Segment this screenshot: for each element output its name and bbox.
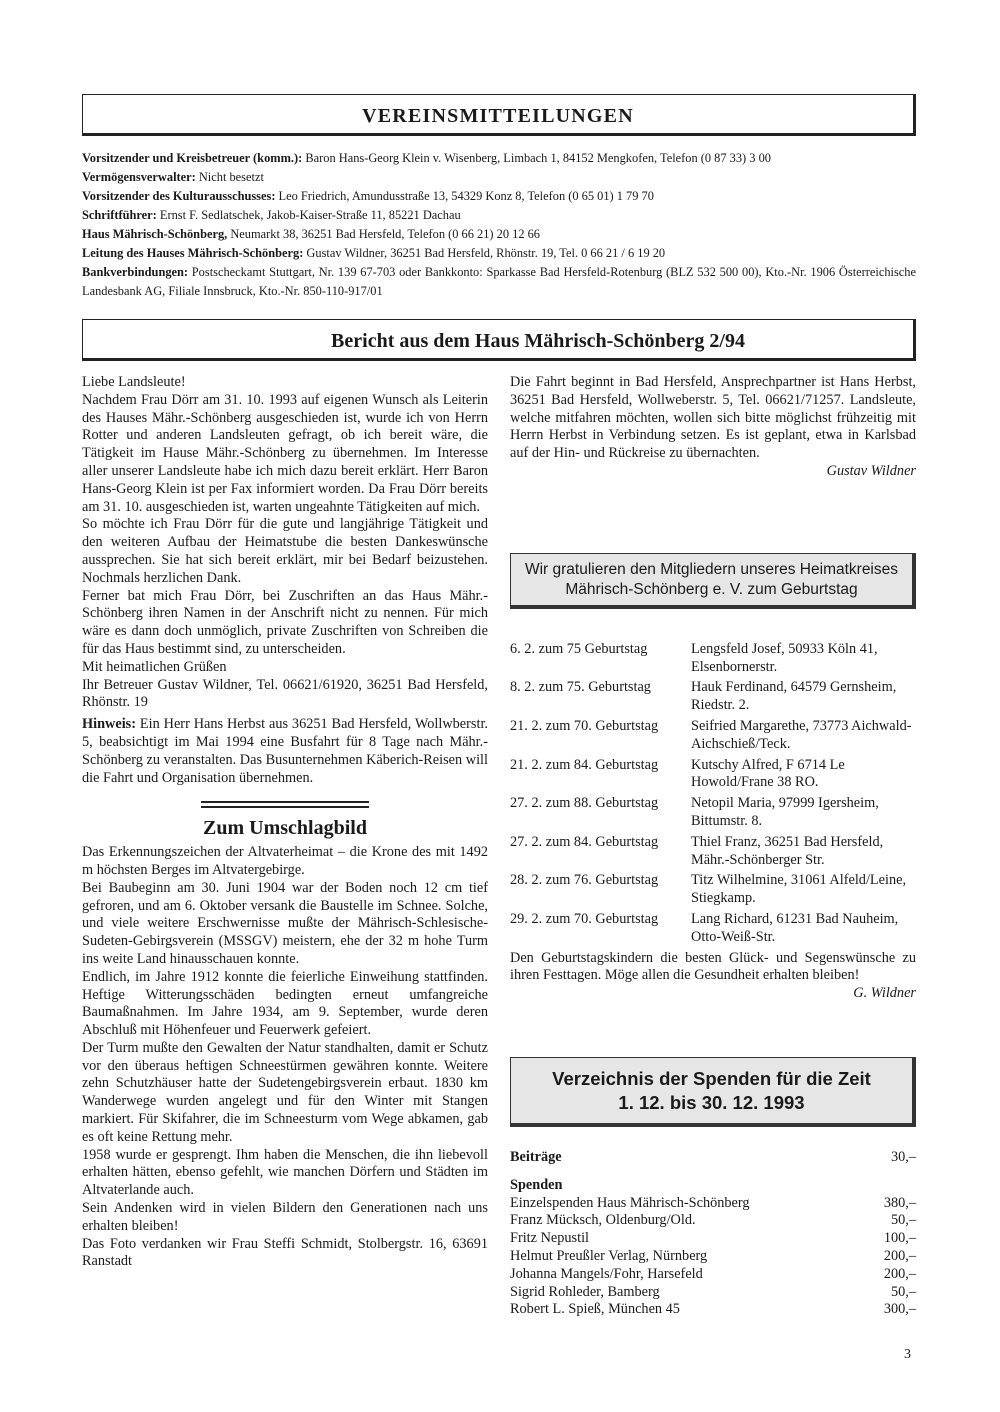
bericht-paragraph: So möchte ich Frau Dörr für die gute und langjährige Tätigkeit und den weiteren Aufbau der Heimatstube die besten Dankeswünsche aussprechen. Sie hat sich bereit erklärt, mir bei Bedarf beizustehen. Nochmals herzlichen Dank. — [82, 516, 488, 586]
donation-row — [510, 1212, 916, 1230]
birthday-entry — [510, 718, 916, 754]
donor-name: Franz Mücksch, Oldenburg/Old. — [510, 1212, 696, 1229]
donation-row — [510, 1248, 916, 1266]
bericht-paragraph: Ferner bat mich Frau Dörr, bei Zuschriften an das Haus Mähr.-Schönberg ihren Namen in der Anschrift nicht zu nennen. Für mich wäre es dann doch unmöglich, private Zuschriften von Schreiben die für das Haus bestimmt sind, zu unterscheiden. — [82, 587, 488, 657]
donation-row — [510, 1230, 916, 1248]
donation-amount: 200,– — [883, 1247, 916, 1264]
birthday-date: 21. 2. zum 84. Geburtstag — [510, 756, 659, 773]
bericht-title: Bericht aus dem Haus Mährisch-Schönberg 2/94 — [331, 330, 745, 352]
birthday-closing: Den Geburtstagskindern die besten Glück- und Segenswünsche zu ihren Festtagen. Möge allen die Gesundheit erhalten bleiben! — [510, 949, 916, 984]
contact-label: Bankverbindungen: — [82, 265, 189, 279]
beitraege-amount: 30,– — [890, 1148, 916, 1165]
donation-amount: 100,– — [883, 1230, 916, 1247]
birthday-entry — [510, 872, 916, 908]
birthday-list — [510, 641, 916, 947]
birthday-entry — [510, 911, 916, 947]
hinweis-text: Ein Herr Hans Herbst aus 36251 Bad Hersfeld, Wollwberstr. 5, beabsichtigt im Mai 1994 eine Busfahrt für 8 Tage nach Mähr.-Schönberg zu veranstalten. Das Busunternehmen Käberich-Reisen will die Fahrt und Organisation übernehmen. — [82, 716, 488, 786]
contact-row-bank — [82, 263, 916, 301]
contact-text: Postscheckamt Stuttgart, Nr. 139 67-703 oder Bankkonto: Sparkasse Bad Hersfeld-Rotenburg (BLZ 532 500 00), Kto.-Nr. 1906 Österreichische Landesbank AG, Filiale Innsbruck, Kto.-Nr. 850-110-917/01 — [82, 265, 916, 298]
hinweis-paragraph — [82, 716, 488, 787]
contact-row — [82, 225, 916, 244]
umschlag-paragraph: 1958 wurde er gesprengt. Ihm haben die Menschen, die ihn liebevoll erhalten hätten, ebenso gefehlt, wie manchen Dörfern und Städten im Altvaterlande auch. — [82, 1146, 488, 1199]
donation-amount: 50,– — [890, 1212, 916, 1229]
contact-text: Neumarkt 38, 36251 Bad Hersfeld, Telefon (0 66 21) 20 12 66 — [227, 227, 541, 241]
page-number: 3 — [904, 1347, 911, 1362]
birthday-entry — [510, 834, 916, 870]
donation-amount: 200,– — [883, 1265, 916, 1282]
birthday-name: Seifried Margarethe, 73773 Aichwald-Aichschieß/Teck. — [691, 717, 912, 752]
spenden-title-line2: 1. 12. bis 30. 12. 1993 — [618, 1091, 805, 1113]
umschlag-title: Zum Umschlagbild — [203, 817, 367, 840]
double-rule-divider — [201, 801, 369, 808]
birthday-date: 28. 2. zum 76. Geburtstag — [510, 872, 659, 889]
contact-text: Gustav Wildner, 36251 Bad Hersfeld, Rhönstr. 19, Tel. 0 66 21 / 6 19 20 — [303, 246, 666, 260]
birthday-name: Thiel Franz, 36251 Bad Hersfeld, Mähr.-Schönberger Str. — [691, 833, 884, 868]
bericht-right-paragraph: Die Fahrt beginnt in Bad Hersfeld, Ansprechpartner ist Hans Herbst, 36251 Bad Hersfeld, Wollweberstr. 5, Tel. 06621/71257. Landsleute, welche mitfahren möchten, wollen sich bitte möglichst frühzeitig mit Herrn Herbst in Verbindung setzen. Es ist geplant, etwa in Karlsbad auf der Hin- und Rückreise zu übernachten. — [510, 374, 916, 462]
bericht-header — [82, 319, 916, 361]
donor-name: Fritz Nepustil — [510, 1230, 590, 1247]
umschlag-paragraph: Das Erkennungszeichen der Altvaterheimat – die Krone des mit 1492 m höchsten Berges im Altvatergebirge. — [82, 844, 488, 878]
donation-amount: 50,– — [890, 1283, 916, 1300]
contact-row — [82, 149, 916, 168]
vereinsmitteilungen-title: VEREINSMITTEILUNGEN — [362, 105, 634, 127]
vereinsmitteilungen-header — [82, 94, 916, 136]
birthday-date: 27. 2. zum 84. Geburtstag — [510, 833, 659, 850]
donation-row — [510, 1284, 916, 1302]
spenden-header — [510, 1057, 916, 1127]
birthday-date: 29. 2. zum 70. Geburtstag — [510, 910, 659, 927]
contact-row — [82, 168, 916, 187]
umschlag-paragraph: Sein Andenken wird in vielen Bildern den Generationen nach uns erhalten bleiben! — [82, 1200, 488, 1234]
birthday-name: Kutschy Alfred, F 6714 Le Howold/Frane 38 RO. — [691, 756, 845, 791]
birthday-date: 8. 2. zum 75. Geburtstag — [510, 679, 651, 696]
contact-text: Nicht besetzt — [195, 170, 264, 184]
gratulation-title-line1: Wir gratulieren den Mitgliedern unseres Heimatkreises — [524, 560, 898, 578]
contact-label: Vermögensverwalter: — [82, 170, 196, 184]
contact-label: Vorsitzender des Kulturausschusses: — [82, 189, 276, 203]
birthday-entry — [510, 757, 916, 793]
donation-amount: 380,– — [883, 1194, 916, 1211]
beitraege-row — [510, 1149, 916, 1167]
contact-row — [82, 206, 916, 225]
contact-label: Leitung des Hauses Mährisch-Schönberg: — [82, 246, 304, 260]
contact-text: Baron Hans-Georg Klein v. Wisenberg, Limbach 1, 84152 Mengkofen, Telefon (0 87 33) 3 00 — [302, 151, 771, 165]
umschlag-paragraph: Bei Baubeginn am 30. Juni 1904 war der Boden noch 12 cm tief gefroren, und am 6. Oktober versank die Baustelle im Schnee. Solche, und viele weitere Erschwernisse mußte der Mährisch-Schlesische-Sudeten-Gebirgsverein (MSSGV) meistern, ehe der 32 m hohe Turm ins weite Land hinausschauen konnte. — [82, 879, 488, 967]
birthday-signature: G. Wildner — [853, 985, 916, 1002]
birthday-entry — [510, 795, 916, 831]
birthday-entry — [510, 679, 916, 715]
spenden-title-line1: Verzeichnis der Spenden für die Zeit — [552, 1067, 871, 1089]
contact-text: Leo Friedrich, Amundusstraße 13, 54329 Konz 8, Telefon (0 65 01) 1 79 70 — [275, 189, 654, 203]
beitraege-label: Beiträge — [510, 1148, 562, 1165]
umschlag-paragraph: Das Foto verdanken wir Frau Steffi Schmidt, Stolbergstr. 16, 63691 Ranstadt — [82, 1235, 488, 1270]
greeting: Mit heimatlichen Grüßen — [82, 658, 227, 675]
umschlag-paragraph: Endlich, im Jahre 1912 konnte die feierliche Einweihung stattfinden. Heftige Witterungsschäden bedingten erneut umfangreiche Baumaßnahmen. Im Jahre 1934, am 9. September, wurde deren Abschluß mit Höhenfeuer und Feuerwerk gefeiert. — [82, 968, 488, 1039]
birthday-name: Hauk Ferdinand, 64579 Gernsheim, Riedstr. 2. — [691, 679, 897, 714]
birthday-name: Netopil Maria, 97999 Igersheim, Bittumstr. 8. — [691, 795, 879, 829]
birthday-entry — [510, 641, 916, 677]
left-column — [82, 374, 488, 1271]
contact-label: Vorsitzender und Kreisbetreuer (komm.): — [82, 151, 303, 165]
donor-name: Helmut Preußler Verlag, Nürnberg — [510, 1247, 708, 1264]
umschlag-paragraph: Der Turm mußte den Gewalten der Natur standhalten, damit er Schutz vor den überaus heftigen Schneestürmen gewähren konnte. Weitere zehn Schutzhäuser hatte der Sudetengebirgsverein erbaut. 1830 km Wanderwege wurden angelegt und für den Winter mit Stangen markiert. Für Skifahrer, die im Schneesturm vom Wege abkamen, gab es oft keine Rettung mehr. — [82, 1039, 488, 1145]
donation-row — [510, 1195, 916, 1213]
contact-label: Haus Mährisch-Schönberg, — [82, 227, 228, 241]
donation-amount: 300,– — [883, 1301, 916, 1318]
donor-name: Robert L. Spieß, München 45 — [510, 1301, 680, 1318]
gratulation-title-line2: Mährisch-Schönberg e. V. zum Geburtstag — [565, 580, 858, 598]
contact-row — [82, 244, 916, 263]
contact-text: Ernst F. Sedlatschek, Jakob-Kaiser-Straße 11, 85221 Dachau — [156, 208, 461, 222]
hinweis-label: Hinweis: — [82, 716, 137, 733]
bericht-signature: Gustav Wildner — [826, 462, 916, 479]
contact-list — [82, 149, 916, 301]
birthday-date: 6. 2. zum 75 Geburtstag — [510, 640, 648, 657]
birthday-date: 21. 2. zum 70. Geburtstag — [510, 717, 659, 734]
bericht-paragraph: Nachdem Frau Dörr am 31. 10. 1993 auf eigenen Wunsch als Leiterin des Hauses Mähr.-Schönberg ausgeschieden ist, wurde ich von Herrn Rotter und anderen Landsleuten gefragt, ob ich bereit wäre, die Tätigkeit im Hause Mähr.-Schönberg zu übernehmen. Im Interesse aller unserer Landsleute habe ich mich dazu bereit erklärt. Herr Baron Hans-Georg Klein ist per Fax informiert worden. Da Frau Dörr bereits am 31. 10. ausgeschieden ist, warten ungeahnte Tätigkeiten auf mich. — [82, 391, 488, 515]
donation-row — [510, 1266, 916, 1284]
birthday-name: Lengsfeld Josef, 50933 Köln 41, Elsenbornerstr. — [691, 640, 878, 675]
birthday-name: Lang Richard, 61231 Bad Nauheim, Otto-Weiß-Str. — [691, 910, 899, 945]
birthday-date: 27. 2. zum 88. Geburtstag — [510, 795, 659, 812]
gratulation-header — [510, 553, 916, 609]
donor-name: Sigrid Rohleder, Bamberg — [510, 1283, 660, 1300]
birthday-name: Titz Wilhelmine, 31061 Alfeld/Leine, Stiegkamp. — [691, 872, 907, 907]
contact-row — [82, 187, 916, 206]
spenden-label: Spenden — [510, 1176, 563, 1193]
signoff: Ihr Betreuer Gustav Wildner, Tel. 06621/61920, 36251 Bad Hersfeld, Rhönstr. 19 — [82, 676, 488, 711]
donor-name: Johanna Mangels/Fohr, Harsefeld — [510, 1265, 703, 1282]
salutation: Liebe Landsleute! — [82, 374, 186, 390]
donor-name: Einzelspenden Haus Mährisch-Schönberg — [510, 1194, 750, 1211]
right-column — [510, 374, 916, 1319]
contact-label: Schriftführer: — [82, 208, 157, 222]
donation-row — [510, 1301, 916, 1319]
